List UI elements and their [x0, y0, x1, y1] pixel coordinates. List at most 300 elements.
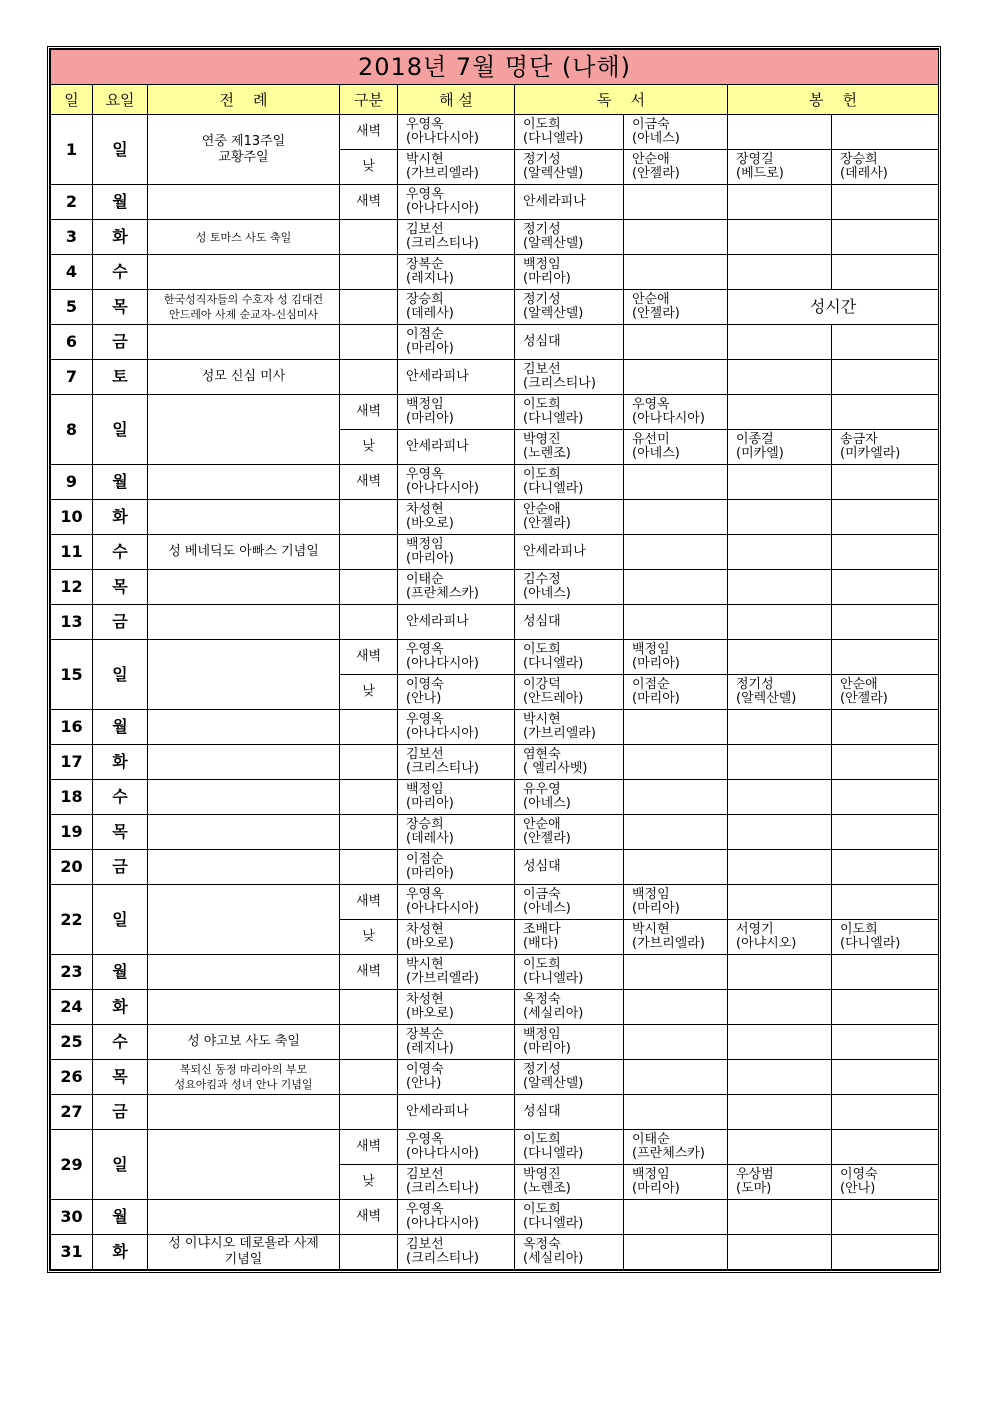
liturgy-cell	[148, 885, 340, 955]
table-row	[51, 570, 939, 605]
person-name: 정기성	[736, 677, 774, 692]
day-cell: 1	[51, 115, 93, 185]
baptismal-name: (바오로)	[406, 1006, 454, 1021]
person-name: 박시현	[406, 957, 444, 972]
name-cell	[728, 850, 832, 885]
name-cell	[515, 535, 624, 570]
table-row	[51, 710, 939, 745]
name-cell	[624, 710, 728, 745]
person-name: 이도희	[523, 1202, 561, 1217]
baptismal-name: (다니엘라)	[840, 936, 901, 951]
name-cell	[832, 1200, 939, 1235]
table-row	[51, 465, 939, 500]
name-cell	[398, 815, 515, 850]
baptismal-name: (바오로)	[406, 936, 454, 951]
weekday-cell: 수	[93, 1025, 148, 1060]
baptismal-name: (다니엘라)	[523, 971, 584, 986]
name-cell	[398, 1200, 515, 1235]
table-row	[51, 535, 939, 570]
baptismal-name: (아냐시오)	[736, 936, 797, 951]
name-cell	[515, 150, 624, 185]
baptismal-name: (다니엘라)	[523, 411, 584, 426]
day-cell: 16	[51, 710, 93, 745]
baptismal-name: (마리아)	[632, 656, 680, 671]
day-cell: 13	[51, 605, 93, 640]
day-cell: 17	[51, 745, 93, 780]
session-cell: 낮	[340, 1165, 398, 1200]
table-row	[51, 395, 939, 430]
name-cell	[728, 430, 832, 465]
name-cell	[515, 570, 624, 605]
name-cell	[728, 710, 832, 745]
baptismal-name: (가브리엘라)	[632, 936, 705, 951]
name-cell	[832, 360, 939, 395]
name-cell	[624, 535, 728, 570]
name-cell	[832, 1060, 939, 1095]
name-cell	[398, 115, 515, 150]
liturgy-cell	[148, 710, 340, 745]
name-cell	[624, 255, 728, 290]
person-name: 백정임	[406, 782, 444, 797]
person-name: 박시현	[523, 712, 561, 727]
baptismal-name: (크리스티나)	[406, 1181, 479, 1196]
day-cell: 22	[51, 885, 93, 955]
table-row	[51, 780, 939, 815]
header-commentary: 해 설	[398, 85, 515, 115]
name-cell	[515, 1060, 624, 1095]
name-cell	[624, 605, 728, 640]
holy-hour-cell: 성시간	[728, 290, 939, 325]
name-cell	[398, 955, 515, 990]
person-name: 이도희	[523, 117, 561, 132]
day-cell: 24	[51, 990, 93, 1025]
name-cell	[515, 815, 624, 850]
person-name: 이영숙	[840, 1167, 878, 1182]
table-row	[51, 850, 939, 885]
day-cell: 7	[51, 360, 93, 395]
liturgy-cell	[148, 850, 340, 885]
name-cell	[624, 955, 728, 990]
baptismal-name: (다니엘라)	[523, 656, 584, 671]
name-cell	[398, 605, 515, 640]
baptismal-name: (아네스)	[523, 586, 571, 601]
person-name: 이도희	[523, 397, 561, 412]
day-cell: 26	[51, 1060, 93, 1095]
person-name: 성심대	[523, 334, 561, 349]
name-cell	[515, 605, 624, 640]
person-name: 이금숙	[523, 887, 561, 902]
name-cell	[515, 1025, 624, 1060]
name-cell	[728, 1095, 832, 1130]
session-cell: 새벽	[340, 955, 398, 990]
weekday-cell: 화	[93, 1235, 148, 1270]
person-name: 박시현	[632, 922, 670, 937]
name-cell	[398, 1060, 515, 1095]
day-cell: 29	[51, 1130, 93, 1200]
roster-sheet	[47, 46, 941, 1273]
session-cell	[340, 780, 398, 815]
weekday-cell: 일	[93, 115, 148, 185]
name-cell	[728, 1130, 832, 1165]
session-cell	[340, 325, 398, 360]
weekday-cell: 월	[93, 185, 148, 220]
person-name: 유우영	[523, 782, 561, 797]
session-cell	[340, 815, 398, 850]
name-cell	[832, 1025, 939, 1060]
name-cell	[624, 430, 728, 465]
session-cell	[340, 710, 398, 745]
liturgy-cell	[148, 955, 340, 990]
liturgy-cell: 성 베네딕도 아빠스 기념일	[148, 535, 340, 570]
name-cell	[728, 1060, 832, 1095]
name-cell	[728, 220, 832, 255]
name-cell	[624, 1095, 728, 1130]
liturgy-cell: 성 이냐시오 데로욜라 사제 기념일	[148, 1235, 340, 1270]
person-name: 차성현	[406, 922, 444, 937]
name-cell	[515, 500, 624, 535]
table-row	[51, 290, 939, 325]
person-name: 장복순	[406, 257, 444, 272]
name-cell	[728, 570, 832, 605]
baptismal-name: (아네스)	[632, 131, 680, 146]
name-cell	[728, 885, 832, 920]
session-cell	[340, 360, 398, 395]
person-name: 정기성	[523, 292, 561, 307]
name-cell	[832, 815, 939, 850]
baptismal-name: (다니엘라)	[523, 131, 584, 146]
baptismal-name: (노렌조)	[523, 1181, 571, 1196]
name-cell	[728, 185, 832, 220]
weekday-cell: 월	[93, 955, 148, 990]
person-name: 백정임	[632, 642, 670, 657]
name-cell	[624, 500, 728, 535]
table-row	[51, 115, 939, 150]
person-name: 박영진	[523, 1167, 561, 1182]
weekday-cell: 금	[93, 325, 148, 360]
person-name: 안세라피나	[406, 1104, 469, 1119]
header-session: 구분	[340, 85, 398, 115]
name-cell	[832, 850, 939, 885]
session-cell	[340, 745, 398, 780]
baptismal-name: (가브리엘라)	[406, 166, 479, 181]
name-cell	[398, 780, 515, 815]
person-name: 장승희	[406, 292, 444, 307]
liturgy-cell	[148, 465, 340, 500]
name-cell	[832, 1095, 939, 1130]
name-cell	[624, 885, 728, 920]
name-cell	[398, 570, 515, 605]
weekday-cell: 화	[93, 220, 148, 255]
name-cell	[728, 325, 832, 360]
baptismal-name: (데레사)	[406, 306, 454, 321]
header-offering: 봉 헌	[728, 85, 939, 115]
baptismal-name: (레지나)	[406, 1041, 454, 1056]
person-name: 우영옥	[406, 467, 444, 482]
person-name: 정기성	[523, 222, 561, 237]
session-cell	[340, 570, 398, 605]
baptismal-name: (아나다시아)	[406, 726, 479, 741]
baptismal-name: (알렉산델)	[523, 236, 584, 251]
baptismal-name: (도마)	[736, 1181, 772, 1196]
session-cell	[340, 1025, 398, 1060]
baptismal-name: (마리아)	[523, 1041, 571, 1056]
name-cell	[515, 710, 624, 745]
baptismal-name: (아나다시아)	[406, 481, 479, 496]
baptismal-name: (아네스)	[632, 446, 680, 461]
name-cell	[624, 395, 728, 430]
liturgy-cell: 성모 신심 미사	[148, 360, 340, 395]
day-cell: 2	[51, 185, 93, 220]
name-cell	[832, 675, 939, 710]
person-name: 이영숙	[406, 677, 444, 692]
person-name: 이태순	[632, 1132, 670, 1147]
weekday-cell: 월	[93, 465, 148, 500]
name-cell	[728, 535, 832, 570]
liturgy-cell	[148, 255, 340, 290]
name-cell	[624, 920, 728, 955]
baptismal-name: (배다)	[523, 936, 559, 951]
baptismal-name: (안젤라)	[523, 516, 571, 531]
person-name: 이금숙	[632, 117, 670, 132]
person-name: 성심대	[523, 614, 561, 629]
name-cell	[832, 465, 939, 500]
person-name: 차성현	[406, 502, 444, 517]
name-cell	[515, 955, 624, 990]
person-name: 김보선	[523, 362, 561, 377]
name-cell	[398, 150, 515, 185]
name-cell	[624, 150, 728, 185]
name-cell	[832, 605, 939, 640]
day-cell: 11	[51, 535, 93, 570]
person-name: 김보선	[406, 1167, 444, 1182]
header-liturgy: 전 례	[148, 85, 340, 115]
name-cell	[728, 1025, 832, 1060]
baptismal-name: (안젤라)	[840, 691, 888, 706]
weekday-cell: 토	[93, 360, 148, 395]
baptismal-name: (미카엘)	[736, 446, 784, 461]
name-cell	[832, 745, 939, 780]
liturgy-cell	[148, 1095, 340, 1130]
weekday-cell: 일	[93, 640, 148, 710]
person-name: 우영옥	[406, 887, 444, 902]
person-name: 우영옥	[406, 642, 444, 657]
person-name: 이종걸	[736, 432, 774, 447]
person-name: 장승희	[840, 152, 878, 167]
person-name: 이점순	[632, 677, 670, 692]
weekday-cell: 목	[93, 290, 148, 325]
session-cell: 새벽	[340, 885, 398, 920]
person-name: 차성현	[406, 992, 444, 1007]
person-name: 염현숙	[523, 747, 561, 762]
day-cell: 4	[51, 255, 93, 290]
name-cell	[728, 955, 832, 990]
name-cell	[398, 325, 515, 360]
baptismal-name: (크리스티나)	[406, 761, 479, 776]
session-cell	[340, 1235, 398, 1270]
baptismal-name: (레지나)	[406, 271, 454, 286]
liturgy-cell	[148, 745, 340, 780]
day-cell: 27	[51, 1095, 93, 1130]
day-cell: 8	[51, 395, 93, 465]
name-cell	[624, 1200, 728, 1235]
liturgy-cell	[148, 990, 340, 1025]
person-name: 정기성	[523, 1062, 561, 1077]
day-cell: 31	[51, 1235, 93, 1270]
baptismal-name: (아나다시아)	[406, 201, 479, 216]
weekday-cell: 수	[93, 535, 148, 570]
session-cell	[340, 290, 398, 325]
baptismal-name: (아나다시아)	[406, 1146, 479, 1161]
name-cell	[398, 640, 515, 675]
baptismal-name: ( 엘리사벳)	[523, 761, 588, 776]
person-name: 장승희	[406, 817, 444, 832]
roster-table	[50, 49, 939, 1270]
person-name: 백정임	[406, 537, 444, 552]
name-cell	[832, 780, 939, 815]
name-cell	[624, 780, 728, 815]
name-cell	[832, 1130, 939, 1165]
name-cell	[832, 500, 939, 535]
person-name: 옥정숙	[523, 1237, 561, 1252]
liturgy-cell: 복되신 동정 마리아의 부모 성요아킴과 성녀 안나 기념일	[148, 1060, 340, 1095]
baptismal-name: (안나)	[406, 691, 442, 706]
name-cell	[832, 325, 939, 360]
baptismal-name: (세실리아)	[523, 1251, 584, 1266]
name-cell	[728, 465, 832, 500]
session-cell: 새벽	[340, 1200, 398, 1235]
name-cell	[515, 990, 624, 1025]
name-cell	[832, 1235, 939, 1270]
table-row	[51, 640, 939, 675]
day-cell: 20	[51, 850, 93, 885]
day-cell: 6	[51, 325, 93, 360]
person-name: 유선미	[632, 432, 670, 447]
table-row	[51, 1060, 939, 1095]
person-name: 안세라피나	[523, 194, 586, 209]
liturgy-cell: 한국성직자들의 수호자 성 김대건 안드레아 사제 순교자-신심미사	[148, 290, 340, 325]
baptismal-name: (가브리엘라)	[406, 971, 479, 986]
baptismal-name: (안드레아)	[523, 691, 584, 706]
weekday-cell: 금	[93, 850, 148, 885]
person-name: 안세라피나	[406, 439, 469, 454]
name-cell	[515, 1235, 624, 1270]
weekday-cell: 수	[93, 780, 148, 815]
liturgy-cell	[148, 815, 340, 850]
session-cell: 낮	[340, 920, 398, 955]
name-cell	[832, 570, 939, 605]
weekday-cell: 화	[93, 745, 148, 780]
weekday-cell: 목	[93, 1060, 148, 1095]
person-name: 이강덕	[523, 677, 561, 692]
name-cell	[832, 990, 939, 1025]
liturgy-cell	[148, 500, 340, 535]
session-cell	[340, 1060, 398, 1095]
baptismal-name: (크리스티나)	[406, 236, 479, 251]
session-cell	[340, 850, 398, 885]
person-name: 백정임	[523, 257, 561, 272]
name-cell	[515, 850, 624, 885]
session-cell: 새벽	[340, 395, 398, 430]
baptismal-name: (가브리엘라)	[523, 726, 596, 741]
person-name: 김보선	[406, 747, 444, 762]
name-cell	[515, 185, 624, 220]
person-name: 안순애	[523, 502, 561, 517]
name-cell	[728, 150, 832, 185]
baptismal-name: (노렌조)	[523, 446, 571, 461]
name-cell	[728, 255, 832, 290]
name-cell	[515, 745, 624, 780]
person-name: 서영기	[736, 922, 774, 937]
name-cell	[832, 955, 939, 990]
person-name: 우영옥	[406, 117, 444, 132]
name-cell	[728, 500, 832, 535]
name-cell	[624, 465, 728, 500]
baptismal-name: (알렉산델)	[523, 1076, 584, 1091]
name-cell	[515, 1200, 624, 1235]
name-cell	[515, 465, 624, 500]
name-cell	[728, 115, 832, 150]
table-row	[51, 500, 939, 535]
table-row	[51, 185, 939, 220]
table-row	[51, 1130, 939, 1165]
person-name: 박영진	[523, 432, 561, 447]
name-cell	[515, 430, 624, 465]
name-cell	[728, 360, 832, 395]
baptismal-name: (알렉산델)	[523, 306, 584, 321]
name-cell	[398, 430, 515, 465]
table-row	[51, 955, 939, 990]
liturgy-cell	[148, 605, 340, 640]
baptismal-name: (안젤라)	[632, 166, 680, 181]
baptismal-name: (마리아)	[406, 341, 454, 356]
name-cell	[515, 115, 624, 150]
person-name: 박시현	[406, 152, 444, 167]
session-cell: 새벽	[340, 465, 398, 500]
name-cell	[624, 290, 728, 325]
day-cell: 25	[51, 1025, 93, 1060]
person-name: 안세라피나	[406, 369, 469, 384]
name-cell	[832, 920, 939, 955]
name-cell	[832, 1165, 939, 1200]
session-cell	[340, 500, 398, 535]
baptismal-name: (아나다시아)	[406, 901, 479, 916]
session-cell: 낮	[340, 675, 398, 710]
baptismal-name: (안젤라)	[523, 831, 571, 846]
name-cell	[624, 990, 728, 1025]
table-row	[51, 255, 939, 290]
header-reading: 독 서	[515, 85, 728, 115]
baptismal-name: (안나)	[406, 1076, 442, 1091]
name-cell	[728, 640, 832, 675]
name-cell	[515, 885, 624, 920]
person-name: 우상범	[736, 1167, 774, 1182]
person-name: 이도희	[523, 957, 561, 972]
baptismal-name: (다니엘라)	[523, 1216, 584, 1231]
name-cell	[398, 220, 515, 255]
person-name: 조배다	[523, 922, 561, 937]
liturgy-cell: 성 토마스 사도 축일	[148, 220, 340, 255]
person-name: 옥정숙	[523, 992, 561, 1007]
session-cell: 새벽	[340, 640, 398, 675]
baptismal-name: (안젤라)	[632, 306, 680, 321]
name-cell	[832, 710, 939, 745]
name-cell	[624, 185, 728, 220]
session-cell: 새벽	[340, 115, 398, 150]
name-cell	[398, 465, 515, 500]
name-cell	[832, 395, 939, 430]
liturgy-cell	[148, 1130, 340, 1200]
name-cell	[832, 185, 939, 220]
